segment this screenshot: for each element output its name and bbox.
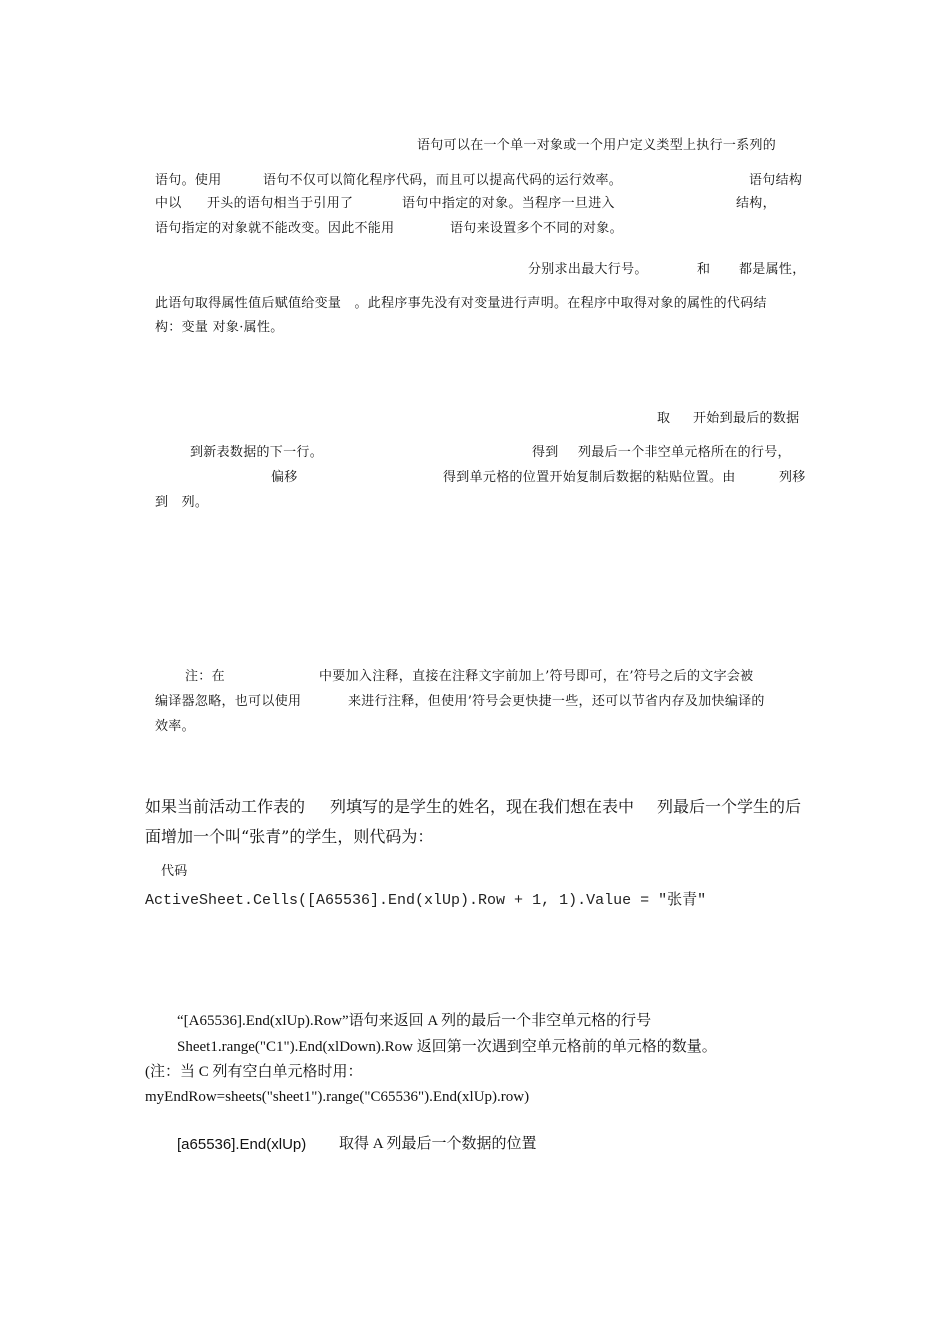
code-line: ActiveSheet.Cells([A65536].End(xlUp).Row + 1, 1).Value = "张青" bbox=[145, 892, 707, 909]
tail-line5a: [a65536].End(xlUp) bbox=[177, 1136, 307, 1153]
p1-line2b: 语句不仅可以简化程序代码，而且可以提高代码的运行效率。 bbox=[263, 173, 623, 188]
note-line1a: 注：在 bbox=[185, 669, 225, 684]
p2-line1a: 分别求出最大行号。 bbox=[528, 262, 648, 277]
p2-line2: 此语句取得属性值后赋值给变量 。此程序事先没有对变量进行声明。在程序中取得对象的属性的代码结 bbox=[155, 296, 767, 311]
p1-line2a: 语句。使用 bbox=[155, 173, 222, 188]
p2-line3: 构：变量 对象·属性。 bbox=[155, 320, 284, 335]
p3-line3a: 偏移 bbox=[271, 470, 298, 485]
note-line2a: 编译器忽略，也可以使用 bbox=[155, 694, 302, 709]
p3-line1a: 取 bbox=[657, 411, 671, 426]
code-label: 代码 bbox=[161, 864, 188, 879]
p1-line3d: 结构， bbox=[736, 196, 776, 211]
p3-line2a: 到新表数据的下一行。 bbox=[190, 445, 324, 460]
p3-line2c: 列最后一个非空单元格所在的行号， bbox=[578, 445, 791, 460]
p2-line1c: 都是属性， bbox=[739, 262, 806, 277]
p1-line3b: 开头的语句相当于引用了 bbox=[207, 196, 354, 211]
p3-line1b: 开始到最后的数据 bbox=[693, 411, 800, 426]
main-line1a: 如果当前活动工作表的 bbox=[145, 797, 306, 816]
note-line3: 效率。 bbox=[155, 719, 195, 734]
p1-line4a: 语句指定的对象就不能改变。因此不能用 bbox=[155, 221, 395, 236]
p2-line1b: 和 bbox=[697, 262, 711, 277]
p3-line3c: 列移 bbox=[779, 470, 806, 485]
p1-line2c: 语句结构 bbox=[749, 173, 803, 188]
tail-line2: Sheet1.range("C1").End(xlDown).Row 返回第一次遇到空单元格前的单元格的数量。 bbox=[177, 1039, 717, 1055]
tail-line5b: 取得 A 列最后一个数据的位置 bbox=[339, 1136, 537, 1152]
note-line1b: 中要加入注释，直接在注释文字前加上’符号即可，在’符号之后的文字会被 bbox=[319, 669, 754, 684]
main-line2: 面增加一个叫“张青”的学生，则代码为： bbox=[145, 827, 434, 846]
main-line1b: 列填写的是学生的姓名，现在我们想在表中 bbox=[330, 797, 635, 816]
p1-line3c: 语句中指定的对象。当程序一旦进入 bbox=[402, 196, 615, 211]
p1-line4b: 语句来设置多个不同的对象。 bbox=[450, 221, 623, 236]
tail-line3: (注：当 C 列有空白单元格时用： bbox=[145, 1064, 363, 1080]
note-line2b: 来进行注释，但使用’符号会更快捷一些，还可以节省内存及加快编译的 bbox=[348, 694, 765, 709]
p3-line4: 到 列。 bbox=[155, 495, 209, 510]
tail-line1: “[A65536].End(xlUp).Row”语句来返回 A 列的最后一个非空单元格的行号 bbox=[177, 1013, 652, 1029]
tail-line4: myEndRow=sheets("sheet1").range("C65536").End(xlUp).row) bbox=[145, 1089, 530, 1105]
p1-line1: 语句可以在一个单一对象或一个用户定义类型上执行一系列的 bbox=[417, 138, 777, 153]
p3-line2b: 得到 bbox=[532, 445, 559, 460]
p3-line3b: 得到单元格的位置开始复制后数据的粘贴位置。由 bbox=[443, 470, 736, 485]
main-line1c: 列最后一个学生的后 bbox=[657, 797, 802, 816]
p1-line3a: 中以 bbox=[155, 196, 182, 211]
